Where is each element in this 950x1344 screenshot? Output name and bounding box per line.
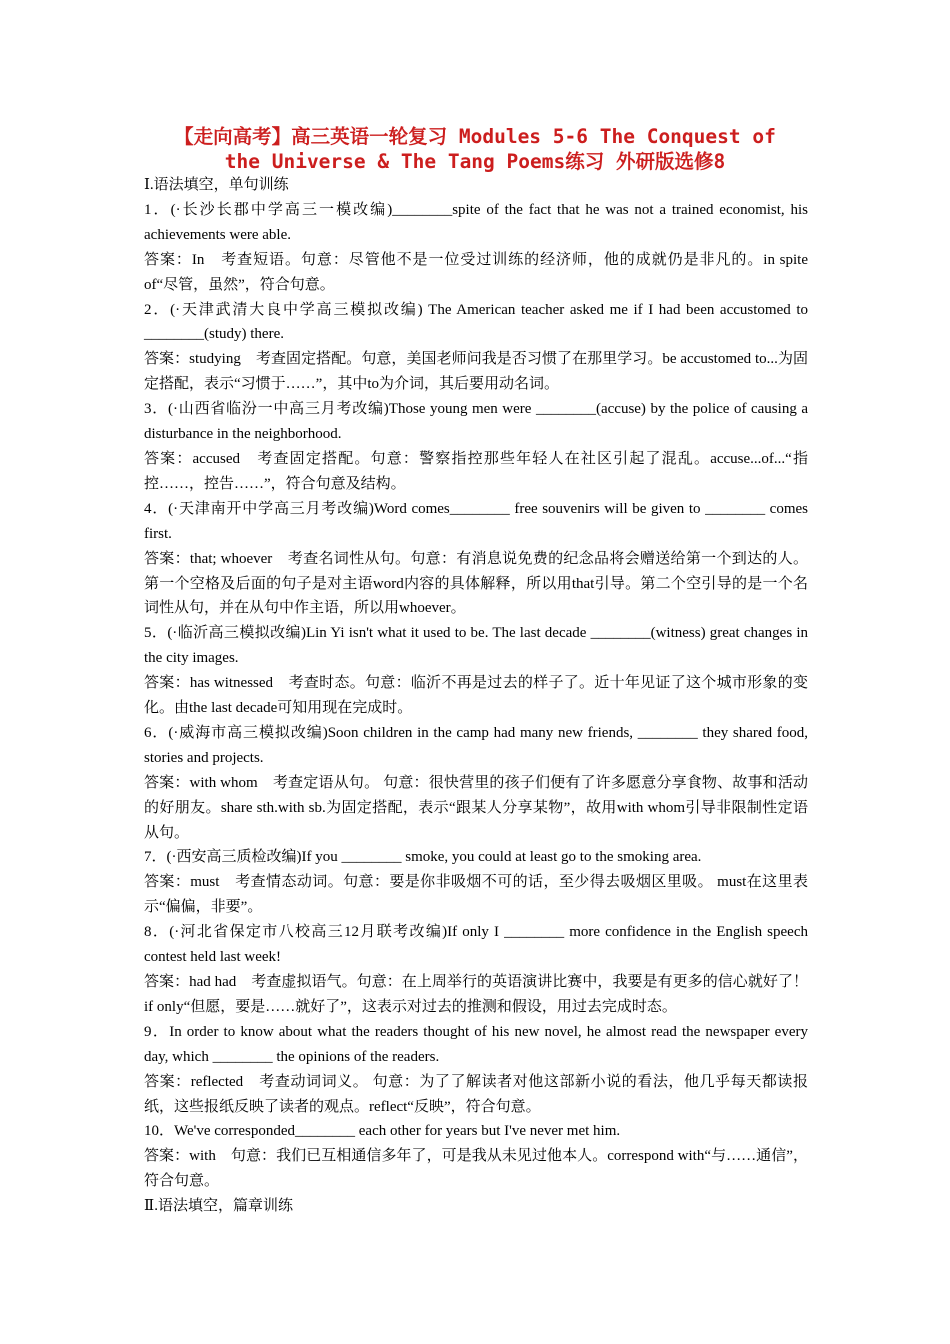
answer-10: 答案：with 句意：我们已互相通信多年了，可是我从未见过他本人。correspond with“与……通信”，符合句意。 [144, 1148, 808, 1190]
answer-7: 答案：must 考查情态动词。句意：要是你非吸烟不可的话，至少得去吸烟区里吸。 must在这里表示“偏偏，非要”。 [144, 874, 808, 916]
question-3: 3．(·山西省临汾一中高三月考改编)Those young men were ________(accuse) by the police of causing a disturbance in the neighborhood. [144, 401, 808, 443]
answer-6: 答案：with whom 考查定语从句。 句意：很快营里的孩子们便有了许多愿意分享食物、故事和活动的好朋友。share sth.with sb.为固定搭配，表示“跟某人分享某物”，故用with whom引导非限制性定语从句。 [144, 774, 808, 841]
answer-4: 答案：that; whoever 考查名词性从句。句意：有消息说免费的纪念品将会赠送给第一个到达的人。第一个空格及后面的句子是对主语word内容的具体解释，所以用that引导。第二个空引导的是一个名词性从句，并在从句中作主语，所以用whoever。 [144, 550, 808, 617]
question-1: 1．(·长沙长郡中学高三一模改编)________spite of the fact that he was not a trained economist, his achievements were able. [144, 201, 808, 243]
question-8: 8．(·河北省保定市八校高三12月联考改编)If only I ________ more confidence in the English speech contest held last week! [144, 924, 808, 966]
answer-3: 答案：accused 考查固定搭配。句意：警察指控那些年轻人在社区引起了混乱。accuse...of...“指控……，控告……”，符合句意及结构。 [144, 450, 808, 492]
question-5: 5．(·临沂高三模拟改编)Lin Yi isn't what it used to be. The last decade ________(witness) great changes in the city images. [144, 625, 808, 667]
answer-5: 答案：has witnessed 考查时态。句意：临沂不再是过去的样子了。近十年见证了这个城市形象的变化。由the last decade可知用现在完成时。 [144, 675, 808, 717]
question-4: 4．(·天津南开中学高三月考改编)Word comes________ free souvenirs will be given to ________ comes first. [144, 500, 808, 542]
answer-8: 答案：had had 考查虚拟语气。句意：在上周举行的英语演讲比赛中，我要是有更多的信心就好了！ if only“但愿，要是……就好了”，这表示对过去的推测和假设，用过去完成时态。 [144, 974, 808, 1015]
answer-2: 答案：studying 考查固定搭配。句意，美国老师问我是否习惯了在那里学习。be accustomed to...为固定搭配，表示“习惯于……”，其中to为介词，其后要用动名词。 [144, 351, 808, 393]
answer-1: 答案：In 考查短语。句意：尽管他不是一位受过训练的经济师，他的成就仍是非凡的。in spite of“尽管，虽然”，符合句意。 [144, 251, 808, 293]
section-heading: Ⅰ.语法填空，单句训练 [144, 177, 289, 193]
question-6: 6．(·威海市高三模拟改编)Soon children in the camp had many new friends, ________ they shared food, stories and projects. [144, 724, 808, 766]
question-9: 9．In order to know about what the readers thought of his new novel, he almost read the newspaper every day, which ________ the opinions of the readers. [144, 1023, 808, 1065]
document-body [144, 173, 808, 1219]
section-heading: Ⅱ.语法填空，篇章训练 [144, 1198, 293, 1215]
answer-9: 答案：reflected 考查动词词义。 句意：为了了解读者对他这部新小说的看法，他几乎每天都读报纸，这些报纸反映了读者的观点。reflect“反映”，符合句意。 [144, 1073, 808, 1115]
question-2: 2．(·天津武清大良中学高三模拟改编) The American teacher asked me if I had been accustomed to ________(study) there. [144, 301, 808, 343]
document-title-line-1: 【走向高考】高三英语一轮复习 Modules 5-6 The Conquest of [174, 125, 776, 148]
question-7: 7．(·西安高三质检改编)If you ________ smoke, you could at least go to the smoking area. [144, 849, 702, 866]
document-title-line-2: the Universe & The Tang Poems练习 外研版选修8 [224, 150, 726, 173]
question-10: 10．We've corresponded________ each other for years but I've never met him. [144, 1123, 621, 1140]
